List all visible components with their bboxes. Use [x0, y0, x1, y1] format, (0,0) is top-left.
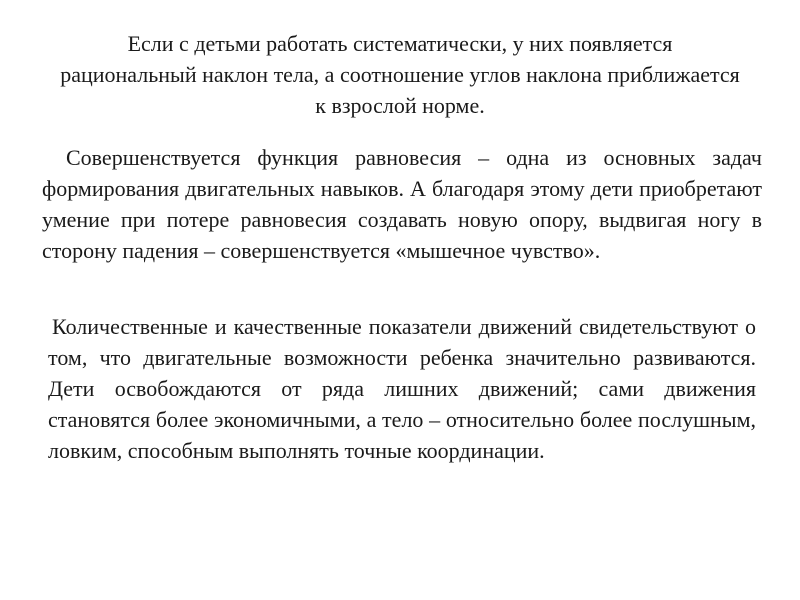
paragraph-movement-indicators: Количественные и качественные показатели движений свидетельствуют о том, что двигательные возможности ребенка значительно развиваются. Дети освобождаются от ряда лишних движений; сами движения становятся более экономичными, а тело – относительно более послушным, ловким, способным выполнять точные координации.	[48, 314, 756, 463]
paragraph-equilibrium-function: Совершенствуется функция равновесия – одна из основных задач формирования двигательных навыков. А благодаря этому дети приобретают умение при потере равновесия создавать новую опору, выдвигая ногу в сторону падения – совершенствуется «мышечное чувство».	[42, 145, 762, 263]
paragraph-balance-posture: Если с детьми работать систематически, у них появляется рациональный наклон тела, а соотношение углов наклона приближается к взрослой норме.	[60, 31, 740, 118]
